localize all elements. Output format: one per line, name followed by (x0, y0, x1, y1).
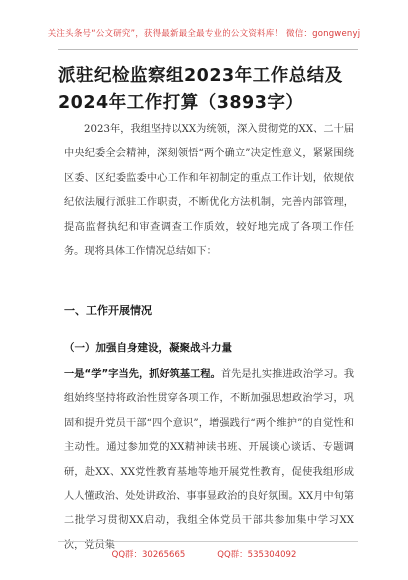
footer-qq-group-2: QQ群：535304092 (217, 550, 297, 560)
footer-contact (0, 548, 408, 560)
section-heading: 一、工作开展情况 (64, 304, 152, 317)
point-lead: 一是“学”字当先，抓好筑基工程。 (64, 369, 221, 380)
header-promo-text: 关注头条号“公文研究”，获得最新最全最专业的公文资料库！ 微信：gongwenyj (47, 29, 361, 39)
point-text: 首先是扎实推进政治学习。我组始终坚持将政治性贯穿各项工作，不断加强思想政治学习，巩固和提升党员干部“四个意识”，增强践行“两个维护”的自觉性和主动性。通过参加党的XX精神读书班、开展谈心谈话、专题调研，赴XX、XX党性教育基地等地开展党性教育，促使我组形成人人懂政治、处处讲政治、事事显政治的良好氛围。XX月中旬第二批学习贯彻XX启动，我组全体党员干部共参加集中学习XX次，党员集 (64, 369, 355, 551)
footer-qq-group-1: QQ群：30265665 (111, 550, 186, 560)
intro-paragraph: 2023年，我组坚持以XX为统领，深入贯彻党的XX、二十届中央纪委全会精神，深刻领悟“两个确立”决定性意义，紧紧围绕区委、区纪委监委中心工作和年初制定的重点工作计划，依规依纪依法履行派驻工作职责，不断优化方法机制，完善内部管理，提高监督执纪和审查调查工作质效，较好地完成了各项工作任务。现将具体工作情况总结如下： (64, 124, 354, 258)
point-paragraph (64, 363, 354, 558)
document-title: 派驻纪检监察组2023年工作总结及2024年工作打算（3893字） (58, 66, 343, 113)
footer-divider (58, 541, 358, 542)
subsection-heading: （一）加强自身建设，凝聚战斗力量 (64, 342, 232, 354)
header-divider (58, 49, 358, 50)
